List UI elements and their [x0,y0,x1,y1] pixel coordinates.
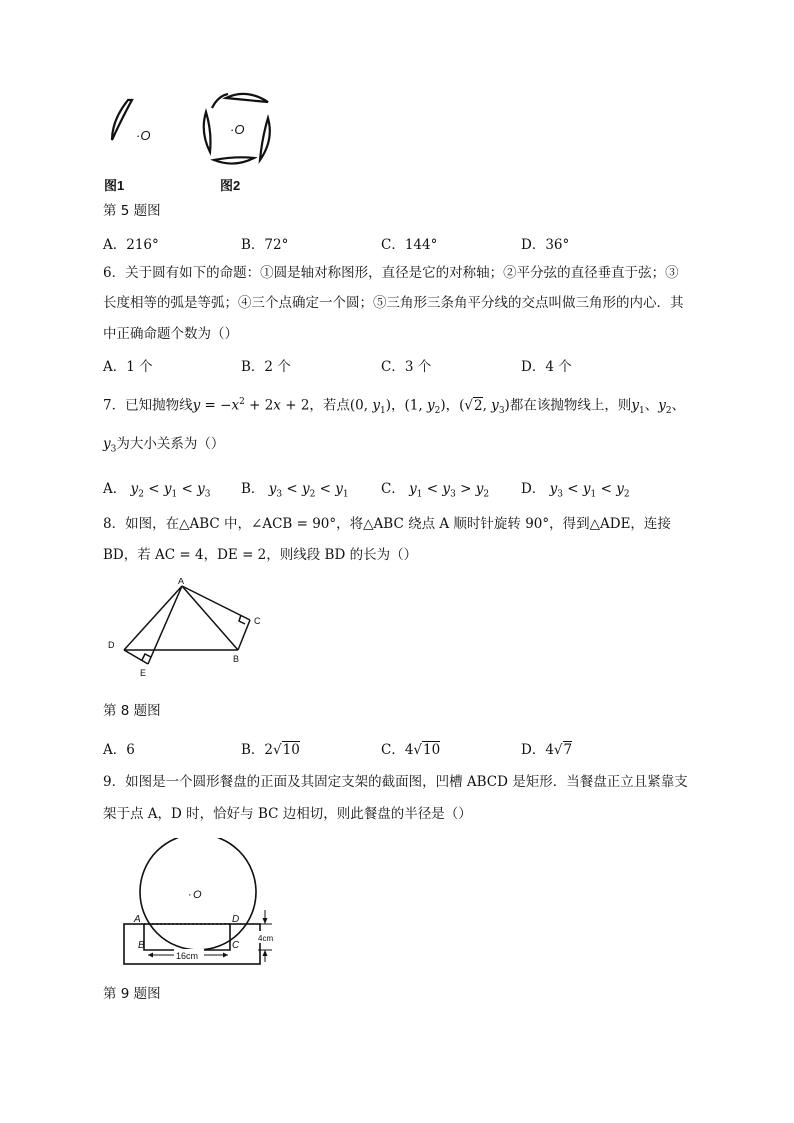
point-b: B [233,654,240,664]
figure-8 [100,578,270,682]
figure-5 [100,88,290,194]
q6-line1: 6．关于圆有如下的命题：①圆是轴对称图形，直径是它的对称轴；②平分弦的直径垂直于弦；③ [103,265,679,281]
q6-option-d: D．4 个 [521,359,572,375]
q9-line2: 架于点 A，D 时，恰好与 BC 边相切，则此餐盘的半径是（） [103,806,472,822]
fig2-center: ·O [230,122,245,137]
point-a: A [178,578,185,586]
q7-line2: $y_3$为大小关系为（） [103,436,225,455]
circle-center: · [188,889,192,901]
figure-9 [118,838,288,970]
q6-option-a: A．1 个 [103,359,153,375]
fig1-crescent [112,100,132,140]
q9-line1: 9．如图是一个圆形餐盘的正面及其固定支架的截面图，凹槽 ABCD 是矩形．当餐盘正立且紧靠支 [103,774,688,790]
q8-line1: 8．如图，在△ABC 中，∠ACB = 90°，将△ABC 绕点 A 顺时针旋转 90°，得到△ADE，连接 [103,516,671,532]
q5-option-d: D．36° [521,237,570,253]
figure-5-caption: 第 5 题图 [103,203,161,219]
dimension-width: 16cm [176,951,199,961]
q7-option-a: A． $y_2 < y_1 < y_3$ [103,481,211,500]
label-d: D [232,914,240,925]
q8-line2: BD，若 AC = 4，DE = 2，则线段 BD 的长为（） [103,547,418,563]
label-c: C [232,940,240,951]
q7-line1: 7．已知抛物线$y = -x^2 + 2x + 2$，若点(0, $y_1$)，(1, $y_2$)，(√2, $y_3$)都在该抛物线上，则$y_1$、$y_2$、 [103,397,686,417]
label-b: B [138,940,145,951]
q5-option-a: A．216° [103,237,159,253]
q8-option-b: B．2√10 [241,742,300,758]
point-e: E [140,668,147,678]
q8-option-c: C．4√10 [381,742,441,758]
q5-option-c: C．144° [381,237,438,253]
point-c: C [254,616,261,626]
q6-option-b: B．2 个 [241,359,291,375]
q5-option-b: B．72° [241,237,289,253]
fig1-center: ·O [136,128,151,143]
q7-option-c: C． $y_1 < y_3 > y_2$ [381,481,490,500]
circle-center-label: O [193,889,202,901]
figure-8-caption: 第 8 题图 [103,703,161,719]
q6-line2: 长度相等的弧是等弧；④三个点确定一个圆；⑤三角形三条角平分线的交点叫做三角形的内心．其 [103,295,684,311]
fig1-label: 图1 [104,178,125,193]
q8-option-d: D．4√7 [521,742,573,758]
point-d: D [108,640,115,650]
q6-option-c: C．3 个 [381,359,432,375]
q6-line3: 中正确命题个数为（） [103,326,238,342]
figure-9-caption: 第 9 题图 [103,986,161,1002]
q7-option-b: B． $y_3 < y_2 < y_1$ [241,481,349,500]
q7-option-d: D． $y_3 < y_1 < y_2$ [521,481,630,500]
q8-option-a: A．6 [103,742,135,758]
label-a: A [134,914,141,925]
fig2-label: 图2 [220,178,241,193]
dimension-height: 4cm [258,934,274,943]
